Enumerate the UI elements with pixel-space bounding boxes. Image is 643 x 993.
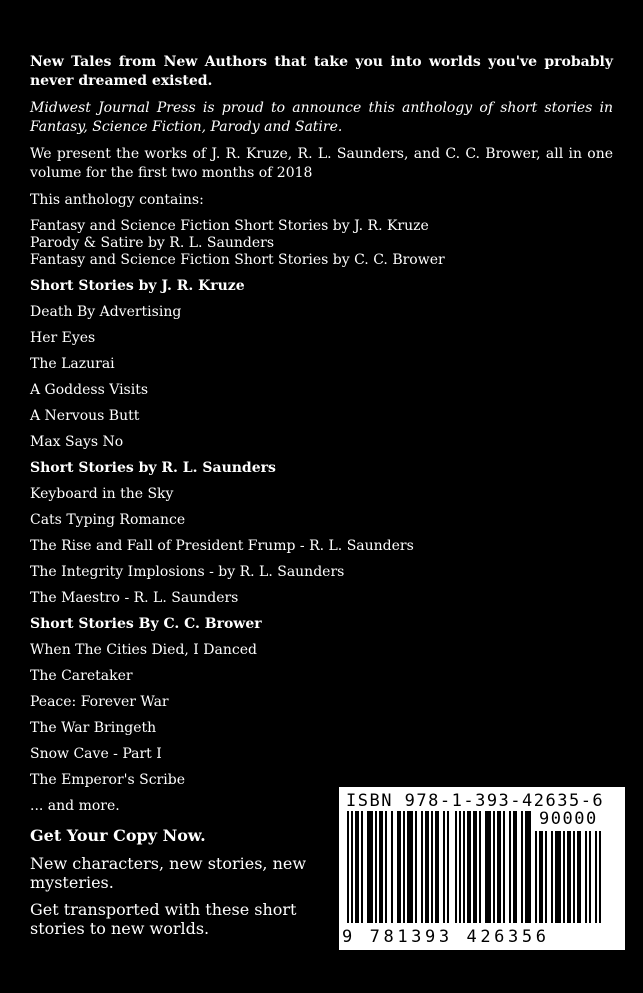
contents-item: Fantasy and Science Fiction Short Stories by C. C. Brower xyxy=(30,252,445,268)
story-title: Death By Advertising xyxy=(30,304,182,320)
price-code: 90000 xyxy=(539,809,598,829)
story-title: Her Eyes xyxy=(30,330,96,346)
section-kruze xyxy=(30,277,613,451)
contents-item: Fantasy and Science Fiction Short Stories by J. R. Kruze xyxy=(30,218,429,234)
story-title: Max Says No xyxy=(30,434,124,450)
presentation: We present the works of J. R. Kruze, R. L. Saunders, and C. C. Brower, all in one volume for the first two months of 2018 xyxy=(30,146,613,181)
story-title: The War Bringeth xyxy=(30,720,157,736)
section-title: Short Stories by J. R. Kruze xyxy=(30,278,245,294)
story-title: Cats Typing Romance xyxy=(30,512,186,528)
story-title: Snow Cave - Part I xyxy=(30,746,162,762)
announcement: Midwest Journal Press is proud to announce this anthology of short stories in Fantasy, Science Fiction, Parody and Satire. xyxy=(30,100,613,135)
isbn-number: ISBN 978-1-393-42635-6 xyxy=(346,791,605,811)
section-title: Short Stories by R. L. Saunders xyxy=(30,460,276,476)
call-to-action xyxy=(30,826,330,946)
cta-title: Get Your Copy Now. xyxy=(30,826,206,845)
back-cover-text xyxy=(30,53,613,823)
story-title: Peace: Forever War xyxy=(30,694,169,710)
story-title: Keyboard in the Sky xyxy=(30,486,174,502)
story-title: A Goddess Visits xyxy=(30,382,149,398)
contents-list xyxy=(30,218,613,269)
story-title: The Maestro - R. L. Saunders xyxy=(30,590,239,606)
section-title: Short Stories By C. C. Brower xyxy=(30,616,262,632)
cta-line: Get transported with these short stories to new worlds. xyxy=(30,900,297,938)
story-title: The Emperor's Scribe xyxy=(30,772,185,788)
headline: New Tales from New Authors that take you into worlds you've probably never dreamed existed. xyxy=(30,54,613,89)
section-saunders xyxy=(30,459,613,607)
story-title: The Lazurai xyxy=(30,356,115,372)
story-title: A Nervous Butt xyxy=(30,408,140,424)
story-title: The Integrity Implosions - by R. L. Saunders xyxy=(30,564,345,580)
story-title: When The Cities Died, I Danced xyxy=(30,642,257,658)
and-more: ... and more. xyxy=(30,798,120,814)
addon-barcode-bars-icon xyxy=(535,831,617,927)
barcode-digits: 9 781393 426356 xyxy=(342,927,550,947)
contains-label: This anthology contains: xyxy=(30,192,204,208)
barcode-bars-icon xyxy=(347,811,533,927)
story-title: The Caretaker xyxy=(30,668,133,684)
isbn-barcode xyxy=(339,787,625,950)
story-title: The Rise and Fall of President Frump - R. L. Saunders xyxy=(30,538,414,554)
cta-line: New characters, new stories, new mysteries. xyxy=(30,854,307,892)
contents-item: Parody & Satire by R. L. Saunders xyxy=(30,235,275,251)
section-brower xyxy=(30,615,613,815)
